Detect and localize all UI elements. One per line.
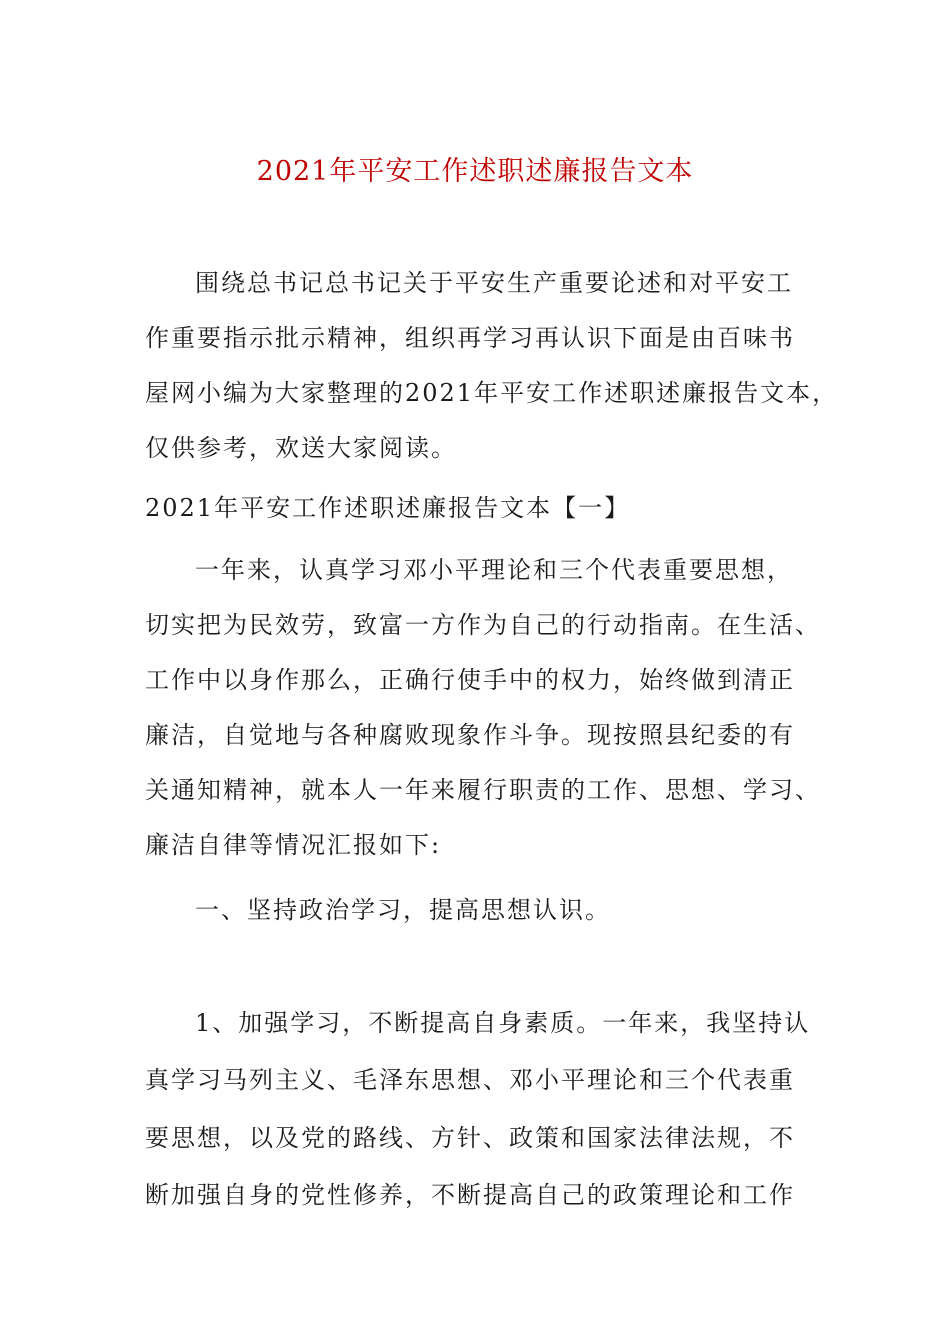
paragraph-line: 切实把为民效劳，致富一方作为自己的行动指南。在生活、 bbox=[145, 611, 821, 639]
paragraph-line: 作重要指示批示精神，组织再学习再认识下面是由百味书 bbox=[145, 324, 795, 352]
paragraph-line: 1、加强学习，不断提高自身素质。一年来，我坚持认 bbox=[195, 1009, 811, 1037]
paragraph-line: 要思想，以及党的路线、方针、政策和国家法律法规，不 bbox=[145, 1124, 795, 1152]
subheading-line: 一、坚持政治学习，提高思想认识。 bbox=[195, 896, 611, 924]
paragraph-line: 真学习马列主义、毛泽东思想、邓小平理论和三个代表重 bbox=[145, 1066, 795, 1094]
paragraph-line: 屋网小编为大家整理的2021年平安工作述职述廉报告文本， bbox=[145, 379, 839, 407]
paragraph-line: 廉洁，自觉地与各种腐败现象作斗争。现按照县纪委的有 bbox=[145, 721, 795, 749]
paragraph-line: 断加强自身的党性修养，不断提高自己的政策理论和工作 bbox=[145, 1181, 795, 1209]
paragraph-line: 廉洁自律等情况汇报如下: bbox=[145, 831, 442, 859]
paragraph-line: 关通知精神，就本人一年来履行职责的工作、思想、学习、 bbox=[145, 776, 821, 804]
section-heading: 2021年平安工作述职述廉报告文本【一】 bbox=[145, 494, 631, 522]
document-title: 2021年平安工作述职述廉报告文本 bbox=[256, 156, 694, 187]
paragraph-line: 围绕总书记总书记关于平安生产重要论述和对平安工 bbox=[195, 269, 793, 297]
paragraph-line: 工作中以身作那么，正确行使手中的权力，始终做到清正 bbox=[145, 666, 795, 694]
paragraph-line: 一年来，认真学习邓小平理论和三个代表重要思想， bbox=[195, 556, 793, 584]
paragraph-line: 仅供参考，欢送大家阅读。 bbox=[145, 434, 457, 462]
